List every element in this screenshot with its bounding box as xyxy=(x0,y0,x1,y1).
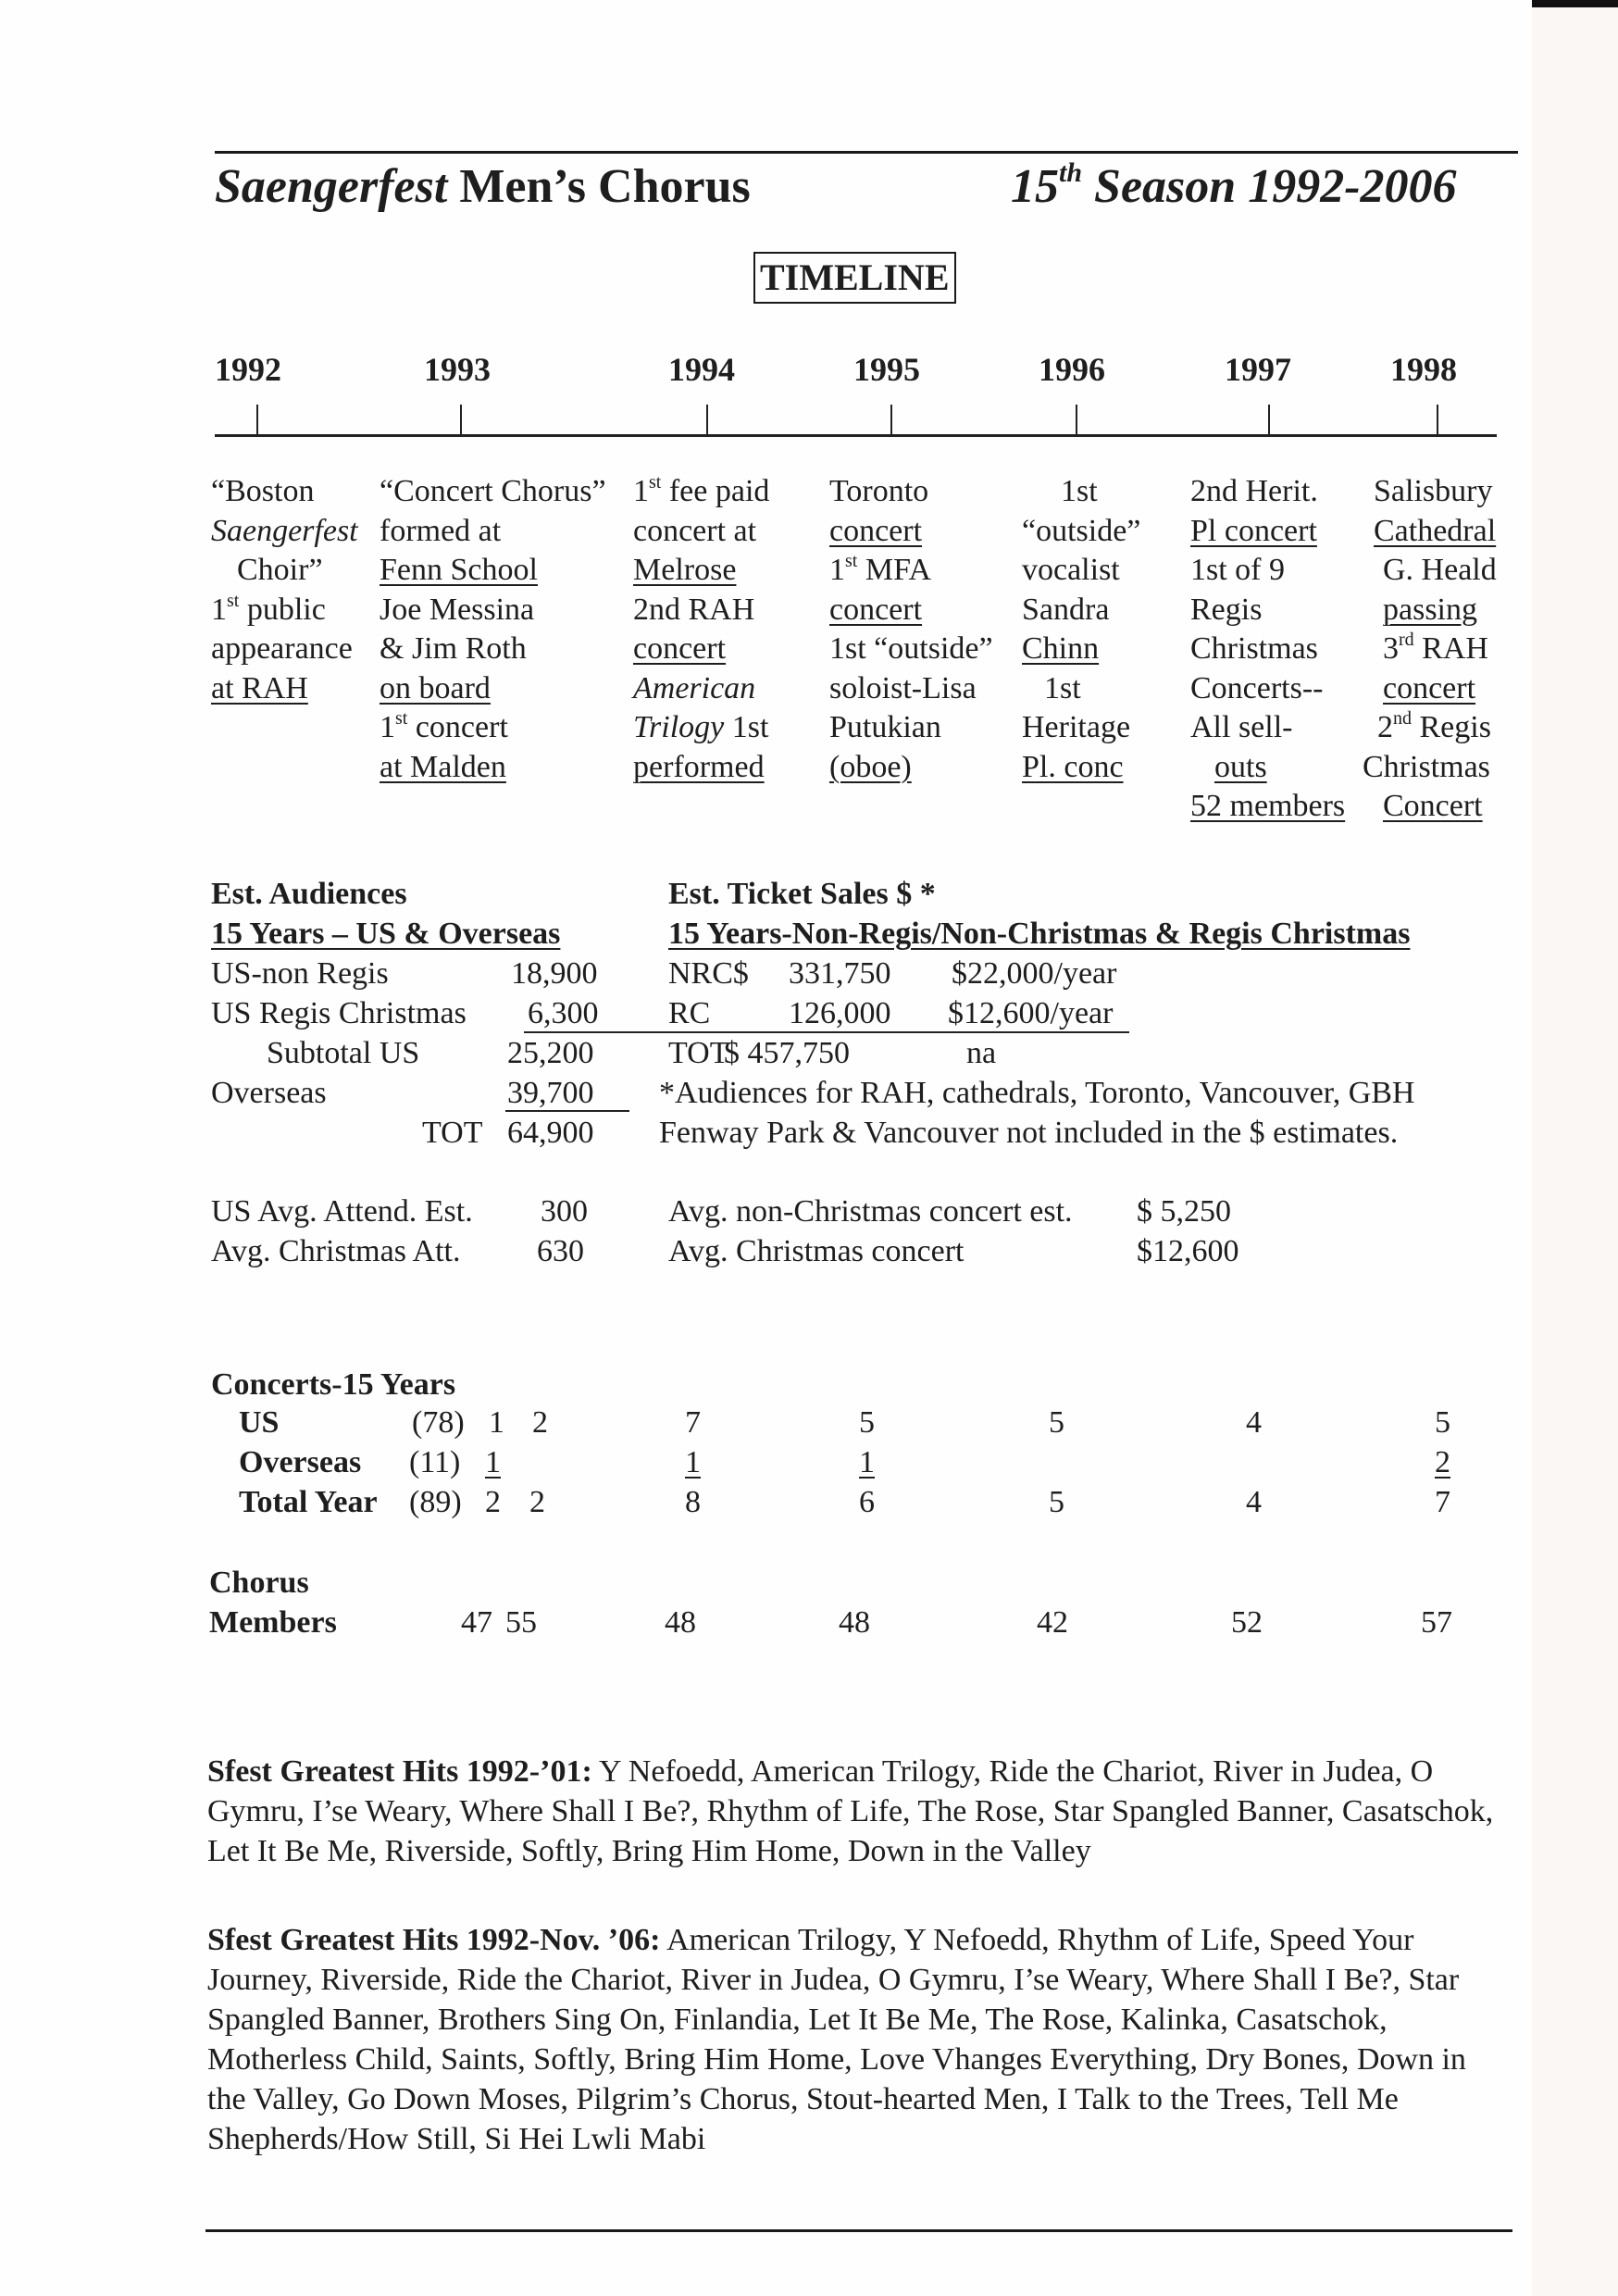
members-cell: 48 xyxy=(839,1605,870,1640)
audience-label: US-non Regis xyxy=(211,956,389,991)
title-rest: Men’s Chorus xyxy=(447,160,751,213)
timeline-col-1992 xyxy=(211,472,358,708)
timeline-col-1994 xyxy=(633,472,769,787)
concerts-cell: 1 xyxy=(485,1445,501,1479)
audiences-heading: Est. Audiences xyxy=(211,877,407,911)
timeline-box-label: TIMELINE xyxy=(753,252,956,304)
members-cell: 42 xyxy=(1037,1605,1068,1640)
timeline-tick xyxy=(1076,405,1077,436)
timeline-line: formed at xyxy=(380,513,502,548)
ticket-total: 126,000 xyxy=(789,996,891,1030)
top-rule xyxy=(215,151,1518,154)
concerts-row-label: Overseas xyxy=(239,1445,362,1479)
concerts-cell: 5 xyxy=(1049,1485,1064,1519)
timeline-line: concert xyxy=(1383,670,1476,705)
ticket-per-year: na xyxy=(966,1036,997,1070)
timeline-line: concert xyxy=(633,631,727,666)
season-number: 15 xyxy=(1011,160,1059,213)
timeline-line: 52 members xyxy=(1190,789,1346,823)
members-label-line2: Members xyxy=(209,1605,337,1640)
timeline-tick xyxy=(890,405,892,436)
timeline-line: Choir” xyxy=(237,553,323,587)
page-edge-strip xyxy=(1532,0,1618,2296)
timeline-line: Concerts-- xyxy=(1190,670,1324,705)
timeline-col-1998 xyxy=(1363,472,1497,827)
timeline-line xyxy=(211,591,358,630)
year-label: 1998 xyxy=(1390,351,1457,388)
members-label-line1: Chorus xyxy=(209,1566,309,1600)
timeline-line: at RAH xyxy=(211,670,308,705)
audience-value: 39,700 xyxy=(507,1076,594,1110)
season-rest: Season 1992-2006 xyxy=(1082,160,1457,213)
concerts-cell: 4 xyxy=(1246,1405,1262,1440)
timeline-line: Christmas xyxy=(1190,631,1318,666)
concerts-cell: 7 xyxy=(685,1405,701,1440)
concerts-cell: 2 xyxy=(532,1405,548,1440)
timeline-tick xyxy=(1437,405,1438,436)
season-superscript: th xyxy=(1059,157,1083,188)
season-title xyxy=(1011,159,1457,214)
concerts-row-label: US xyxy=(239,1405,280,1440)
timeline-col-1997 xyxy=(1190,472,1345,827)
concerts-cell: 4 xyxy=(1246,1485,1262,1519)
timeline-axis xyxy=(215,434,1497,437)
year-label: 1992 xyxy=(215,351,281,388)
concerts-row-total: (89) xyxy=(409,1485,462,1519)
audience-label: TOT xyxy=(422,1116,483,1150)
timeline-line: at Malden xyxy=(380,749,506,784)
audience-label: Overseas xyxy=(211,1076,327,1110)
timeline-line: passing xyxy=(1383,592,1477,627)
concerts-cell: 5 xyxy=(1435,1405,1450,1440)
timeline-tick xyxy=(706,405,708,436)
concerts-row-label: Total Year xyxy=(239,1485,378,1519)
text-run: 1 xyxy=(829,553,845,587)
timeline-line xyxy=(1363,630,1497,669)
concerts-cell: 8 xyxy=(685,1485,701,1519)
timeline-tick xyxy=(256,405,258,436)
timeline-line: 2nd Herit. xyxy=(1190,474,1318,508)
superscript: st xyxy=(649,472,662,493)
concerts-cell: 1 xyxy=(685,1445,701,1479)
timeline-line: (oboe) xyxy=(829,749,912,784)
ticket-label: TOT xyxy=(668,1036,729,1070)
avg-attend-value: 630 xyxy=(537,1234,584,1268)
timeline-line: Saengerfest xyxy=(211,513,358,548)
text-run: fee paid xyxy=(661,474,770,508)
timeline-line: Salisbury xyxy=(1374,474,1493,508)
audience-value: 64,900 xyxy=(507,1116,594,1150)
text-run: Regis xyxy=(1412,710,1491,744)
avg-attend-label: Avg. Christmas Att. xyxy=(211,1234,461,1268)
timeline-line: G. Heald xyxy=(1383,553,1497,587)
year-label: 1995 xyxy=(853,351,920,388)
greatest-hits-2001 xyxy=(207,1752,1503,1871)
page-title xyxy=(215,159,751,214)
audience-label: Subtotal US xyxy=(267,1036,420,1070)
timeline-line: Regis xyxy=(1190,592,1263,627)
timeline-line: concert xyxy=(829,513,923,548)
ticket-per-year: $12,600/year xyxy=(948,996,1114,1030)
text-run: 3 xyxy=(1383,631,1399,666)
timeline-line xyxy=(1363,708,1497,748)
timeline-line: Toronto xyxy=(829,474,929,508)
members-cell: 52 xyxy=(1231,1605,1263,1640)
hits-list: American Trilogy, Y Nefoedd, Rhythm of Life, Speed Your Journey, Riverside, Ride the Chariot, River in Judea, O Gymru, I’se Weary, Where Shall I Be?, Star Spangled Banner, Brothers Sing On, Finlandia, Let It Be Me, The Rose, Kalinka, Casatschok, Motherless Child, Saints, Softly, Bring Him Home, Love Vhanges Everything, Dry Bones, Down in the Valley, Go Down Moses, Pilgrim’s Chorus, Stout-hearted Men, I Talk to the Trees, Tell Me Shepherds/How Still, Si Hei Lwli Mabi xyxy=(207,1923,1466,2156)
timeline-line xyxy=(380,708,606,748)
ticket-note-line2: Fenway Park & Vancouver not included in the $ estimates. xyxy=(659,1116,1399,1150)
superscript: st xyxy=(227,590,240,611)
audience-value: 18,900 xyxy=(511,956,598,991)
timeline-line: Christmas xyxy=(1363,749,1490,784)
timeline-line: Joe Messina xyxy=(380,592,535,627)
timeline-tick xyxy=(1268,405,1270,436)
year-label: 1997 xyxy=(1225,351,1291,388)
timeline-line: soloist-Lisa xyxy=(829,670,977,705)
avg-concert-value: $ 5,250 xyxy=(1137,1194,1231,1229)
text-run: 1 xyxy=(380,710,395,744)
timeline-col-1993 xyxy=(380,472,606,787)
timeline-line: vocalist xyxy=(1022,553,1120,587)
greatest-hits-2006 xyxy=(207,1920,1503,2159)
timeline-line xyxy=(633,708,769,748)
timeline-line: on board xyxy=(380,670,491,705)
concerts-cell: 1 xyxy=(489,1405,504,1440)
text-run: Trilogy xyxy=(633,710,725,744)
concerts-cell: 2 xyxy=(529,1485,545,1519)
timeline-line: Heritage xyxy=(1022,710,1131,744)
year-label: 1996 xyxy=(1039,351,1105,388)
audience-label: US Regis Christmas xyxy=(211,996,467,1030)
timeline-line: Cathedral xyxy=(1374,513,1497,548)
timeline-line: Putukian xyxy=(829,710,941,744)
ticket-label: RC xyxy=(668,996,711,1030)
timeline-line: 2nd RAH xyxy=(633,592,755,627)
hits-title: Sfest Greatest Hits 1992-Nov. ’06: xyxy=(207,1923,661,1957)
timeline-col-1995 xyxy=(829,472,993,787)
audiences-subheading: 15 Years – US & Overseas xyxy=(211,917,561,951)
avg-concert-value: $12,600 xyxy=(1137,1234,1239,1268)
superscript: rd xyxy=(1399,630,1414,650)
concerts-row-total: (11) xyxy=(409,1445,461,1479)
tickets-heading: Est. Ticket Sales $ * xyxy=(668,877,936,911)
timeline-line: “Concert Chorus” xyxy=(380,474,606,508)
concerts-heading: Concerts-15 Years xyxy=(211,1367,456,1402)
timeline-line: 1st xyxy=(1061,474,1098,508)
hits-title: Sfest Greatest Hits 1992-’01: xyxy=(207,1754,592,1789)
members-cell: 48 xyxy=(665,1605,696,1640)
superscript: st xyxy=(845,551,858,571)
ticket-per-year: $22,000/year xyxy=(952,956,1117,991)
avg-concert-label: Avg. Christmas concert xyxy=(668,1234,965,1268)
avg-concert-label: Avg. non-Christmas concert est. xyxy=(668,1194,1073,1229)
timeline-line: American xyxy=(633,670,756,705)
superscript: nd xyxy=(1393,708,1412,729)
timeline-line: 1st “outside” xyxy=(829,631,993,666)
timeline-line: Pl. conc xyxy=(1022,749,1124,784)
title-italic: Saengerfest xyxy=(215,160,448,213)
timeline-line: & Jim Roth xyxy=(380,631,527,666)
ticket-label: NRC$ xyxy=(668,956,749,991)
concerts-cell: 6 xyxy=(859,1485,875,1519)
ticket-total: 331,750 xyxy=(789,956,891,991)
ticket-note-line1: *Audiences for RAH, cathedrals, Toronto, Vancouver, GBH xyxy=(659,1076,1415,1110)
timeline-line xyxy=(829,551,993,591)
avg-attend-value: 300 xyxy=(541,1194,588,1229)
concerts-cell: 7 xyxy=(1435,1485,1450,1519)
timeline-line: Fenn School xyxy=(380,553,538,587)
timeline-line: Pl concert xyxy=(1190,513,1317,548)
timeline-line: “outside” xyxy=(1022,513,1141,548)
timeline-line: performed xyxy=(633,749,765,784)
concerts-row-total: (78) xyxy=(412,1405,465,1440)
text-run: RAH xyxy=(1413,631,1488,666)
timeline-line: 1st xyxy=(1044,670,1081,705)
timeline-line: concert at xyxy=(633,513,757,548)
text-run: MFA xyxy=(857,553,932,587)
timeline-tick xyxy=(460,405,462,436)
audience-value: 6,300 xyxy=(528,996,599,1030)
hits-list: Y Nefoedd, American Trilogy, Ride the Chariot, River in Judea, O Gymru, I’se Weary, Where Shall I Be?, Rhythm of Life, The Rose, Star Spangled Banner, Casatschok, Let It Be Me, Riverside, Softly, Bring Him Home, Down in the Valley xyxy=(207,1754,1494,1868)
timeline-line: Sandra xyxy=(1022,592,1110,627)
concerts-cell: 5 xyxy=(1049,1405,1064,1440)
subtotal-rule xyxy=(524,1031,1129,1033)
concerts-cell: 2 xyxy=(485,1485,501,1519)
concerts-cell: 1 xyxy=(859,1445,875,1479)
text-run: concert xyxy=(407,710,508,744)
ticket-total: $ 457,750 xyxy=(724,1036,850,1070)
timeline-line: appearance xyxy=(211,631,353,666)
bottom-rule xyxy=(205,2229,1512,2232)
members-cell: 55 xyxy=(505,1605,537,1640)
timeline-line: Melrose xyxy=(633,553,737,587)
superscript: st xyxy=(395,708,408,729)
members-cell: 57 xyxy=(1421,1605,1452,1640)
page-edge-shadow xyxy=(1532,0,1618,7)
tickets-subheading: 15 Years-Non-Regis/Non-Christmas & Regis Christmas xyxy=(668,917,1411,951)
timeline-line: Concert xyxy=(1383,789,1483,823)
timeline-line: Chinn xyxy=(1022,631,1100,666)
concerts-cell: 2 xyxy=(1435,1445,1450,1479)
members-cell: 47 xyxy=(461,1605,492,1640)
audience-value: 25,200 xyxy=(507,1036,594,1070)
text-run: 1 xyxy=(211,592,227,627)
timeline-line: outs xyxy=(1214,749,1267,784)
timeline-col-1996 xyxy=(1022,472,1140,787)
avg-attend-label: US Avg. Attend. Est. xyxy=(211,1194,473,1229)
year-label: 1993 xyxy=(424,351,491,388)
text-run: public xyxy=(239,592,326,627)
text-run: 1st xyxy=(724,710,769,744)
timeline-line: “Boston xyxy=(211,474,315,508)
concerts-cell: 5 xyxy=(859,1405,875,1440)
year-label: 1994 xyxy=(668,351,735,388)
text-run: 2 xyxy=(1377,710,1393,744)
timeline-line: All sell- xyxy=(1190,710,1293,744)
text-run: 1 xyxy=(633,474,649,508)
total-rule xyxy=(505,1110,629,1112)
timeline-line: 1st of 9 xyxy=(1190,553,1285,587)
timeline-line xyxy=(633,472,769,512)
timeline-line: concert xyxy=(829,592,923,627)
